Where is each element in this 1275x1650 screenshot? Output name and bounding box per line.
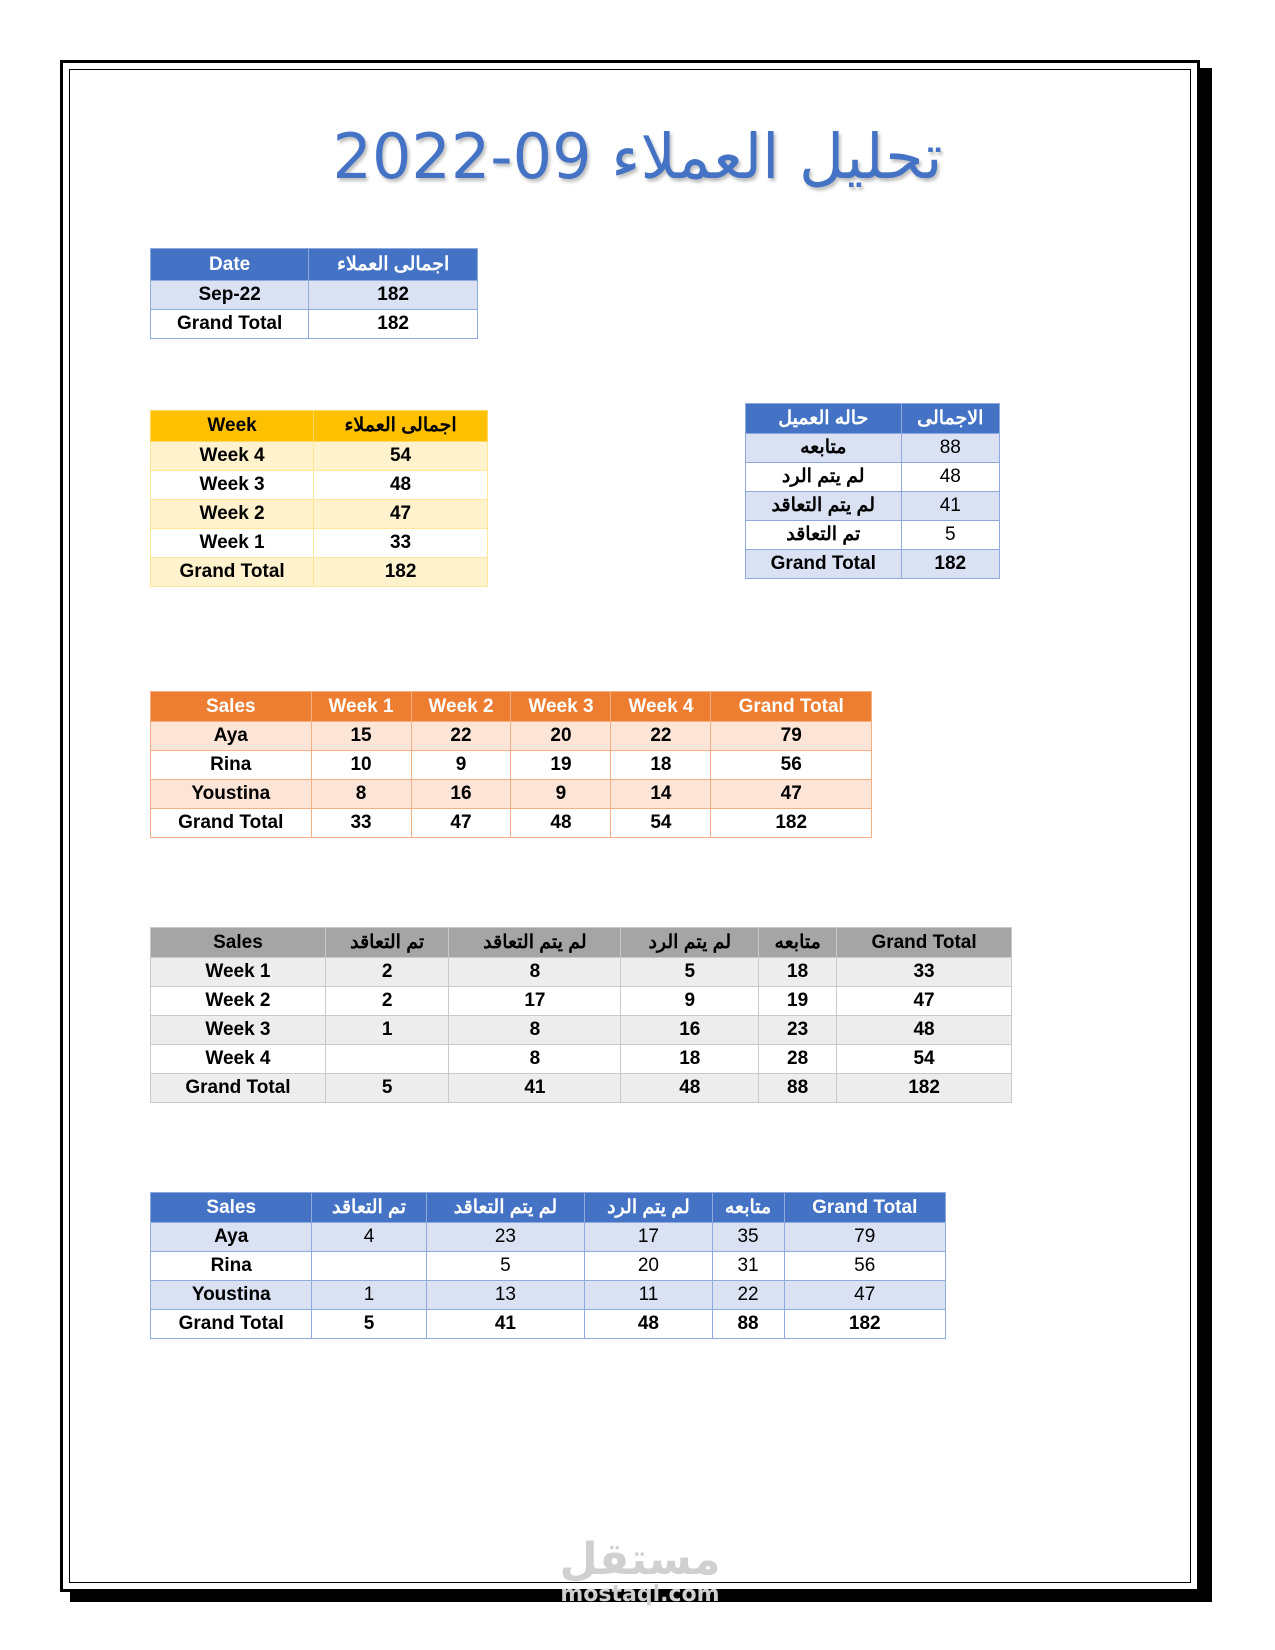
table-header-row [151, 928, 1012, 958]
sales-by-week-table [150, 691, 872, 838]
table-row [746, 434, 1000, 463]
cell-value: 8 [449, 1016, 621, 1045]
header-cell: Week 4 [611, 692, 711, 722]
cell-value: 16 [411, 780, 511, 809]
header-cell: Grand Total [784, 1193, 946, 1223]
row-label: Week 4 [151, 1045, 326, 1074]
header-cell: Sales [151, 928, 326, 958]
cell-value: 5 [901, 521, 999, 550]
cell-value: 47 [711, 780, 872, 809]
row-label: Grand Total [151, 809, 312, 838]
cell-value: 9 [511, 780, 611, 809]
cell-value: 22 [611, 722, 711, 751]
header-cell: لم يتم الرد [585, 1193, 712, 1223]
grand-total-row [151, 558, 488, 587]
cell-value: 48 [837, 1016, 1012, 1045]
weeks-summary-table [150, 410, 488, 587]
row-label: Week 3 [151, 1016, 326, 1045]
cell-value: 23 [759, 1016, 837, 1045]
cell-value: 88 [901, 434, 999, 463]
grand-total-row [151, 809, 872, 838]
row-label: Aya [151, 1223, 312, 1252]
cell-value: 47 [784, 1281, 946, 1310]
cell-value: 14 [611, 780, 711, 809]
cell-value: 8 [449, 958, 621, 987]
table-row [151, 1223, 946, 1252]
cell-value: 33 [314, 529, 488, 558]
watermark-logo [540, 1536, 740, 1606]
table-row [151, 780, 872, 809]
table-row [746, 521, 1000, 550]
grand-total-row [151, 1074, 1012, 1103]
row-label: Week 2 [151, 987, 326, 1016]
cell-value: 18 [611, 751, 711, 780]
header-cell: Grand Total [837, 928, 1012, 958]
row-label: Rina [151, 1252, 312, 1281]
cell-value: 31 [712, 1252, 784, 1281]
table-row [746, 463, 1000, 492]
cell-value: 56 [711, 751, 872, 780]
row-label: Grand Total [151, 558, 314, 587]
cell-value: 47 [837, 987, 1012, 1016]
row-label: Rina [151, 751, 312, 780]
cell-value: 47 [411, 809, 511, 838]
header-cell: الاجمالى [901, 404, 999, 434]
cell-value: 23 [426, 1223, 585, 1252]
cell-value: 8 [449, 1045, 621, 1074]
row-label: Week 3 [151, 471, 314, 500]
table-row [151, 987, 1012, 1016]
cell-value: 4 [312, 1223, 426, 1252]
cell-value: 19 [511, 751, 611, 780]
table-header-row [151, 249, 478, 281]
cell-value: 5 [325, 1074, 449, 1103]
row-label: Week 2 [151, 500, 314, 529]
table-header-row [746, 404, 1000, 434]
cell-value: 182 [309, 310, 478, 339]
grand-total-row [151, 1310, 946, 1339]
cell-value: 13 [426, 1281, 585, 1310]
table-row [151, 281, 478, 310]
date-summary-table [150, 248, 478, 339]
cell-value: 28 [759, 1045, 837, 1074]
cell-value: 18 [759, 958, 837, 987]
row-label: متابعه [746, 434, 902, 463]
cell-value: 54 [314, 442, 488, 471]
row-label: تم التعاقد [746, 521, 902, 550]
header-cell: Date [151, 249, 309, 281]
header-cell: اجمالى العملاء [314, 411, 488, 442]
cell-value: 56 [784, 1252, 946, 1281]
cell-value: 19 [759, 987, 837, 1016]
table-row [151, 722, 872, 751]
page-title: تحليل العملاء 09-2022 [332, 120, 943, 193]
header-cell: لم يتم الرد [621, 928, 759, 958]
header-cell: Grand Total [711, 692, 872, 722]
table-row [151, 1281, 946, 1310]
table-row [151, 1045, 1012, 1074]
sales-by-status-table [150, 1192, 946, 1339]
cell-value: 2 [325, 987, 449, 1016]
cell-value: 15 [311, 722, 411, 751]
header-cell: حاله العميل [746, 404, 902, 434]
row-label: Grand Total [746, 550, 902, 579]
row-label: Youstina [151, 780, 312, 809]
cell-value: 17 [449, 987, 621, 1016]
cell-value: 2 [325, 958, 449, 987]
cell-value: 54 [611, 809, 711, 838]
cell-value: 48 [585, 1310, 712, 1339]
cell-value: 22 [712, 1281, 784, 1310]
cell-value: 5 [621, 958, 759, 987]
cell-value: 17 [585, 1223, 712, 1252]
cell-value: 88 [712, 1310, 784, 1339]
table-header-row [151, 1193, 946, 1223]
cell-value: 182 [711, 809, 872, 838]
row-label: Week 1 [151, 529, 314, 558]
cell-value: 20 [511, 722, 611, 751]
grand-total-row [746, 550, 1000, 579]
cell-value: 54 [837, 1045, 1012, 1074]
table-row [746, 492, 1000, 521]
cell-value: 48 [621, 1074, 759, 1103]
header-cell: لم يتم التعاقد [449, 928, 621, 958]
row-label: Week 4 [151, 442, 314, 471]
header-cell: Week 2 [411, 692, 511, 722]
cell-value: 1 [312, 1281, 426, 1310]
cell-value [312, 1252, 426, 1281]
row-label: لم يتم التعاقد [746, 492, 902, 521]
header-cell: لم يتم التعاقد [426, 1193, 585, 1223]
cell-value: 1 [325, 1016, 449, 1045]
watermark-arabic: مستقل [559, 1534, 721, 1585]
cell-value: 16 [621, 1016, 759, 1045]
row-label: Sep-22 [151, 281, 309, 310]
cell-value: 9 [621, 987, 759, 1016]
cell-value: 48 [901, 463, 999, 492]
row-label: Week 1 [151, 958, 326, 987]
table-row [151, 1016, 1012, 1045]
cell-value: 11 [585, 1281, 712, 1310]
table-row [151, 442, 488, 471]
table-row [151, 1252, 946, 1281]
cell-value: 182 [309, 281, 478, 310]
table-header-row [151, 411, 488, 442]
cell-value: 10 [311, 751, 411, 780]
cell-value: 18 [621, 1045, 759, 1074]
watermark-latin: mostaql.com [560, 1582, 720, 1607]
cell-value: 41 [901, 492, 999, 521]
cell-value [325, 1045, 449, 1074]
table-header-row [151, 692, 872, 722]
header-cell: Week 1 [311, 692, 411, 722]
header-cell: متابعه [759, 928, 837, 958]
cell-value: 41 [449, 1074, 621, 1103]
cell-value: 79 [711, 722, 872, 751]
cell-value: 182 [784, 1310, 946, 1339]
table-row [151, 500, 488, 529]
cell-value: 79 [784, 1223, 946, 1252]
row-label: Youstina [151, 1281, 312, 1310]
cell-value: 182 [314, 558, 488, 587]
cell-value: 33 [837, 958, 1012, 987]
header-cell: اجمالى العملاء [309, 249, 478, 281]
status-summary-table [745, 403, 1000, 579]
header-cell: Sales [151, 692, 312, 722]
table-row [151, 958, 1012, 987]
cell-value: 182 [901, 550, 999, 579]
table-row [151, 751, 872, 780]
cell-value: 5 [426, 1252, 585, 1281]
cell-value: 47 [314, 500, 488, 529]
row-label: Aya [151, 722, 312, 751]
cell-value: 22 [411, 722, 511, 751]
row-label: Grand Total [151, 1074, 326, 1103]
table-row [151, 471, 488, 500]
row-label: Grand Total [151, 1310, 312, 1339]
cell-value: 48 [511, 809, 611, 838]
cell-value: 182 [837, 1074, 1012, 1103]
header-cell: Sales [151, 1193, 312, 1223]
cell-value: 33 [311, 809, 411, 838]
row-label: Grand Total [151, 310, 309, 339]
cell-value: 48 [314, 471, 488, 500]
table-row [151, 529, 488, 558]
cell-value: 5 [312, 1310, 426, 1339]
row-label: لم يتم الرد [746, 463, 902, 492]
header-cell: Week 3 [511, 692, 611, 722]
cell-value: 9 [411, 751, 511, 780]
cell-value: 88 [759, 1074, 837, 1103]
cell-value: 20 [585, 1252, 712, 1281]
header-cell: Week [151, 411, 314, 442]
header-cell: تم التعاقد [325, 928, 449, 958]
cell-value: 41 [426, 1310, 585, 1339]
grand-total-row [151, 310, 478, 339]
cell-value: 8 [311, 780, 411, 809]
weeks-by-status-table [150, 927, 1012, 1103]
header-cell: متابعه [712, 1193, 784, 1223]
header-cell: تم التعاقد [312, 1193, 426, 1223]
cell-value: 35 [712, 1223, 784, 1252]
